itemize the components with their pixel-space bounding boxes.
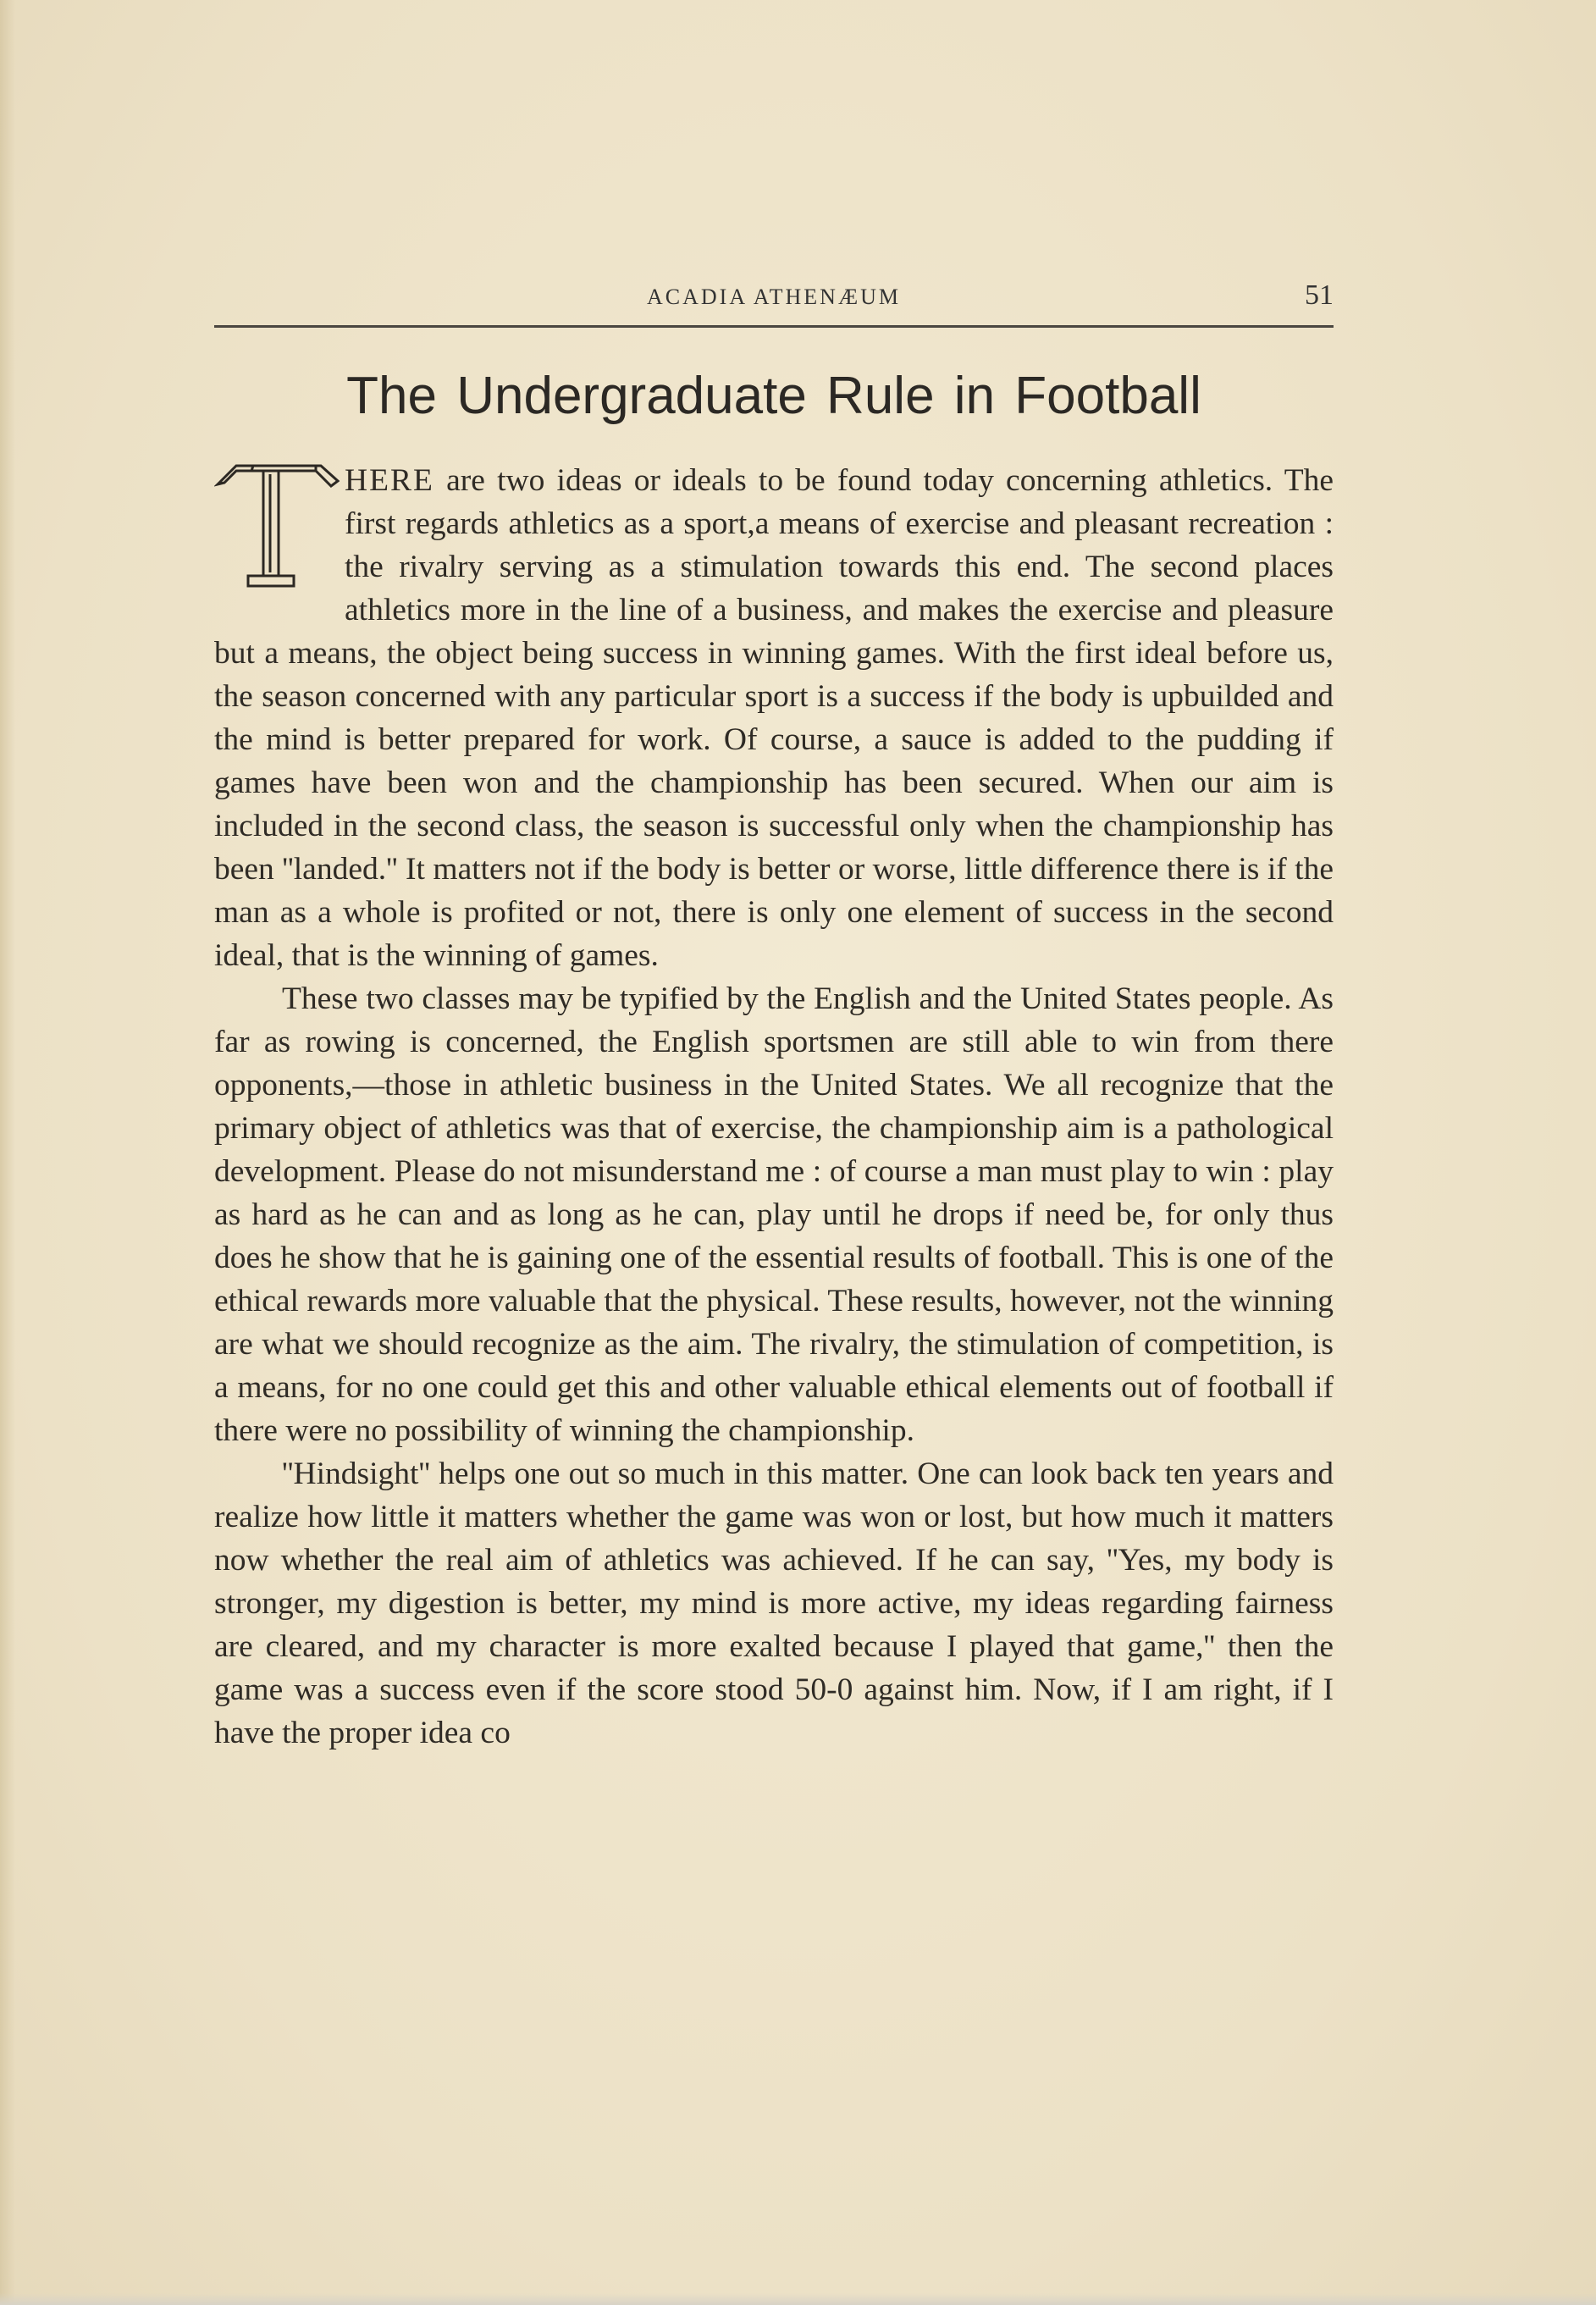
page-edge-shadow: [0, 0, 15, 2305]
drop-cap-letter: [214, 462, 340, 589]
drop-cap: [214, 462, 340, 589]
article-title: The Undergraduate Rule in Football: [346, 367, 1201, 425]
header-rule: [214, 325, 1334, 328]
article-body: [214, 459, 1334, 1755]
paragraph-1-text: are two ideas or ideals to be found today concerning athletics. The first regards athletics as a sport,a means of exercise and pleasant recreation : the rivalry serving as a stimulation towards this end. The second places athletics more in the line of a business, and makes the exercise and pleasure but a means, the object being success in winning games. With the first ideal before us, the season concerned with any particular sport is a success if the body is upbuilded and the mind is better prepared for work. Of course, a sauce is added to the pudding if games have been won and the championship has been secured. When our aim is included in the second class, the season is successful only when the championship has been ''landed.'' It matters not if the body is better or worse, little difference there is if the man as a whole is profited or not, there is only one element of success in the second ideal, that is the winning of games.: [214, 463, 1334, 973]
paragraph-2: These two classes may be typified by the English and the United States people. As far as rowing is concerned, the English sportsmen are still able to win from there opponents,—those in athletic business in the United States. We all recognize that the primary object of athletics was that of exercise, the championship aim is a pathological development. Please do not misunderstand me : of course a man must play to win : play as hard as he can and as long as he can, play until he drops if need be, for only thus does he show that he is gaining one of the essential results of football. This is one of the ethical rewards more valuable that the physical. These results, however, not the winning are what we should recognize as the aim. The rivalry, the stimulation of competition, is a means, for no one could get this and other valuable ethical elements out of football if there were no possibility of winning the championship.: [214, 981, 1334, 1448]
running-title: ACADIA ATHENÆUM: [647, 285, 901, 309]
first-word: HERE: [345, 463, 434, 498]
paragraph-3: ''Hindsight'' helps one out so much in this matter. One can look back ten years and realize how little it matters whether the game was won or lost, but how much it matters now whether the real aim of athletics was achieved. If he can say, ''Yes, my body is stronger, my digestion is better, my mind is more active, my ideas regarding fairness are cleared, and my character is more exalted because I played that game,'' then the game was a success even if the score stood 50-0 against him. Now, if I am right, if I have the proper idea co: [214, 1457, 1334, 1750]
page-bottom-edge: [0, 2293, 1596, 2305]
paragraph-1: [214, 459, 1334, 977]
running-header: [214, 279, 1334, 322]
page-number: 51: [1305, 279, 1334, 311]
